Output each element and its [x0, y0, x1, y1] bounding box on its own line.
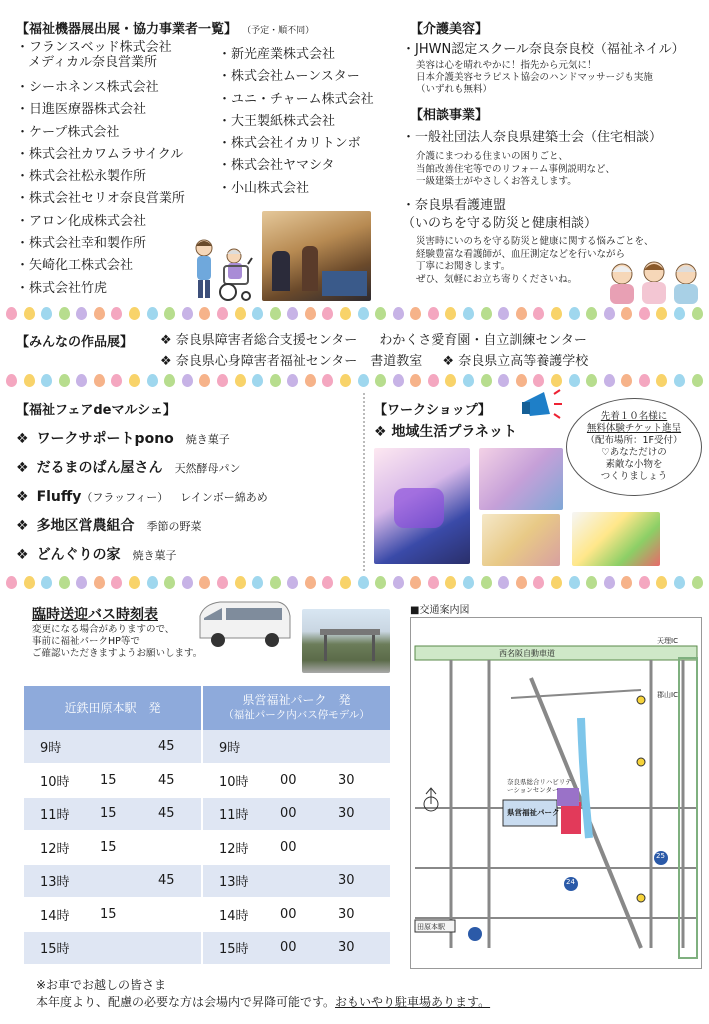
workshop-photo-resin — [482, 514, 560, 566]
decorative-dot — [393, 576, 404, 589]
decorative-dot — [164, 576, 175, 589]
decorative-dot — [217, 374, 228, 387]
timetable-minute: 30 — [322, 898, 390, 932]
consultation-line: 当館改善住宅等でのリフォーム事例説明など、 — [416, 163, 616, 175]
marche-item — [16, 454, 268, 483]
marche-vendor-name: どんぐりの家 — [36, 547, 121, 563]
timetable-header-park-2: （福祉パーク内バス停モデル） — [223, 709, 370, 721]
decorative-dot — [199, 307, 210, 320]
bus-description-line: ご確認いただきますようお願いします。 — [32, 648, 203, 659]
decorative-dot — [639, 374, 650, 387]
decorative-dot — [358, 576, 369, 589]
decorative-dot — [498, 374, 509, 387]
diamond-icon: ❖ — [16, 460, 29, 476]
marche-list — [16, 425, 268, 570]
diamond-icon: ❖ — [160, 354, 176, 369]
works-org-2: わかくさ愛育園・自立訓練センター — [379, 333, 587, 348]
decorative-dot — [24, 307, 35, 320]
works-row-2 — [160, 350, 588, 369]
marche-vendor-name: 多地区営農組合 — [36, 518, 135, 534]
timetable-minute: 45 — [142, 864, 202, 898]
timetable-hour-station: 9時 — [24, 730, 84, 764]
footer-parking-note: おもいやり駐車場あります。 — [335, 995, 491, 1009]
diamond-icon: ❖ — [16, 547, 29, 563]
decorative-dot — [252, 576, 263, 589]
timetable-hour-park: 9時 — [202, 730, 264, 764]
timetable-hour-park: 10時 — [202, 764, 264, 798]
timetable-minute — [142, 931, 202, 965]
decorative-dot — [481, 576, 492, 589]
decorative-dot — [59, 374, 70, 387]
timetable-hour-station: 12時 — [24, 831, 84, 865]
decorative-dot — [551, 576, 562, 589]
decorative-dot — [358, 374, 369, 387]
decorative-dot — [164, 374, 175, 387]
decorative-dot — [410, 576, 421, 589]
marche-item — [16, 425, 268, 454]
decorative-dot — [621, 374, 632, 387]
decorative-dot — [235, 307, 246, 320]
bubble-line: つくりましょう — [600, 471, 668, 482]
marche-item — [16, 512, 268, 541]
exhibitors-column-1 — [16, 40, 185, 300]
exhibitor-item: ・小山株式会社 — [218, 180, 310, 196]
exhibitor-item: ・株式会社カワムラサイクル — [16, 146, 184, 162]
decorative-dot — [516, 576, 527, 589]
exhibitor-item: ・株式会社ヤマシタ — [218, 158, 335, 174]
decorative-dot — [76, 307, 87, 320]
map-label-expressway: 西名阪自動車道 — [499, 649, 555, 658]
exhibitor-item: ・大王製紙株式会社 — [218, 113, 336, 129]
decorative-dot — [129, 374, 140, 387]
timetable-row — [24, 797, 390, 831]
decorative-dot — [270, 576, 281, 589]
decorative-dot — [287, 576, 298, 589]
decorative-dot — [674, 307, 685, 320]
decorative-dot — [94, 307, 105, 320]
timetable-row — [24, 931, 390, 965]
timetable-row — [24, 764, 390, 798]
bus-description-line: 事前に福祉パークHP等で — [32, 636, 140, 647]
nurses-illustration — [604, 256, 704, 304]
diamond-icon: ❖ — [160, 333, 176, 348]
decorative-dot — [428, 307, 439, 320]
decorative-dot — [498, 576, 509, 589]
exhibitor-item: ・ユニ・チャーム株式会社 — [218, 91, 374, 107]
footer-note: 本年度より、配慮の必要な方は会場内で昇降可能です。 — [36, 995, 336, 1009]
diamond-icon: ❖ — [442, 354, 459, 369]
exhibitor-item: ・新光産業株式会社 — [218, 47, 336, 62]
timetable-hour-station: 15時 — [24, 931, 84, 965]
exhibitor-item: ・アロン化成株式会社 — [16, 213, 147, 229]
consultation-item-nursing-sub: （いのちを守る防災と健康相談） — [402, 216, 598, 231]
decorative-dot — [375, 576, 386, 589]
decorative-dot — [569, 307, 580, 320]
timetable-minute — [322, 831, 390, 865]
marche-vendor-name: だるまのぱん屋さん — [36, 460, 163, 476]
decorative-dot — [674, 374, 685, 387]
decorative-dot — [322, 576, 333, 589]
bus-timetable — [24, 686, 390, 966]
decorative-dot — [252, 307, 263, 320]
timetable-hour-park: 14時 — [202, 898, 264, 932]
decorative-dot — [656, 307, 667, 320]
decorative-dot — [111, 374, 122, 387]
decorative-dot — [656, 374, 667, 387]
decorative-dot — [340, 576, 351, 589]
decorative-dot — [586, 307, 597, 320]
exhibitor-item: ・株式会社イカリトンボ — [218, 136, 361, 152]
exhibitor-item: ・株式会社セリオ奈良営業所 — [16, 191, 185, 207]
exhibitor-item: ・ケープ株式会社 — [16, 124, 120, 140]
decorative-dot — [305, 576, 316, 589]
marche-item — [16, 541, 268, 570]
decorative-dot — [481, 374, 492, 387]
decorative-dot — [639, 576, 650, 589]
bus-title: 臨時送迎バス時刻表 — [32, 607, 158, 623]
timetable-minute — [264, 864, 322, 898]
decorative-dot — [340, 374, 351, 387]
exhibitors-section — [16, 18, 314, 37]
bus-description-line: 変更になる場合がありますので、 — [32, 624, 175, 635]
works-title: 【みんなの作品展】 — [16, 335, 134, 350]
decorative-dot — [340, 307, 351, 320]
decorative-dot — [6, 307, 17, 320]
decorative-dot — [604, 576, 615, 589]
bus-stop-photo — [302, 609, 390, 673]
decorative-dot — [24, 374, 35, 387]
diamond-icon: ❖ — [16, 431, 29, 447]
timetable-minute: 45 — [142, 797, 202, 831]
exhibitor-item: ・株式会社ムーンスター — [218, 69, 360, 85]
timetable-hour-station: 11時 — [24, 797, 84, 831]
care-beauty-title: 【介護美容】 — [410, 22, 489, 37]
decorative-dot — [41, 307, 52, 320]
exhibitor-item: ・株式会社竹虎 — [16, 280, 108, 296]
timetable-row — [24, 864, 390, 898]
map-label-park: 県営福祉パーク — [507, 808, 560, 817]
decorative-dot — [692, 576, 703, 589]
decorative-dot — [111, 576, 122, 589]
decorative-dots-row-3 — [0, 576, 709, 590]
timetable-minute: 00 — [264, 898, 322, 932]
bubble-line: （配布場所：1F受付） — [585, 435, 683, 446]
decorative-dot — [305, 374, 316, 387]
timetable-minute: 45 — [142, 730, 202, 764]
decorative-dot — [235, 374, 246, 387]
decorative-dots-row-2 — [0, 374, 709, 388]
decorative-dot — [6, 374, 17, 387]
decorative-dot — [621, 576, 632, 589]
bubble-line: ♡あなただけの — [601, 447, 667, 458]
exhibitor-item: ・株式会社幸和製作所 — [16, 236, 147, 252]
timetable-hour-station: 14時 — [24, 898, 84, 932]
decorative-dot — [147, 374, 158, 387]
decorative-dot — [59, 576, 70, 589]
exhibitor-item: ・矢崎化工株式会社 — [16, 258, 134, 274]
timetable-row — [24, 831, 390, 865]
decorative-dot — [551, 307, 562, 320]
bubble-line: 素敵な小物を — [605, 459, 663, 470]
decorative-dot — [199, 374, 210, 387]
timetable-hour-park: 11時 — [202, 797, 264, 831]
consultation-architects-description — [416, 151, 615, 189]
decorative-dot — [428, 576, 439, 589]
map-label-center: 奈良県総合リハビリテーションセンター — [507, 778, 572, 794]
consultation-line: ぜひ、気軽にお立ち寄りくださいね。 — [416, 273, 578, 285]
decorative-dot — [463, 307, 474, 320]
decorative-dot — [445, 307, 456, 320]
decorative-dot — [604, 307, 615, 320]
decorative-dot — [375, 307, 386, 320]
decorative-dot — [76, 374, 87, 387]
care-beauty-item: ・JHWN認定スクール奈良奈良校（福祉ネイル） — [402, 42, 685, 57]
works-org-3: 奈良県心身障害者福祉センター 書道教室 — [175, 354, 423, 369]
footer-line-2 — [36, 993, 490, 1010]
decorative-dot — [463, 576, 474, 589]
consultation-line: 丁寧にお聞きします。 — [416, 261, 511, 272]
marche-vendor-reading: （フラッフィー） — [81, 491, 169, 504]
bubble-line: 無料体験チケット進呈 — [586, 423, 682, 434]
timetable-minute: 00 — [264, 797, 322, 831]
workshop-bubble — [566, 398, 702, 496]
marche-product: 季節の野菜 — [146, 520, 202, 533]
decorative-dot — [604, 374, 615, 387]
workshop-photo-keychain-2 — [479, 448, 563, 510]
care-beauty-line: 美容は心を晴れやかに！指先から元気に！ — [416, 60, 597, 71]
decorative-dot — [586, 576, 597, 589]
decorative-dot — [445, 374, 456, 387]
decorative-dot — [111, 307, 122, 320]
decorative-dot — [322, 307, 333, 320]
decorative-dot — [182, 374, 193, 387]
workshop-item-label: 地域生活プラネット — [391, 424, 518, 440]
decorative-dot — [217, 307, 228, 320]
footer-line-1: ※お車でお越しの皆さま — [36, 978, 167, 992]
timetable-minute: 15 — [84, 797, 142, 831]
bubble-line: 先着１０名様に — [600, 411, 668, 422]
timetable-header-park-1: 県営福祉パーク 発 — [242, 693, 351, 707]
workshop-title: 【ワークショップ】 — [374, 403, 491, 418]
timetable-hour-station: 10時 — [24, 764, 84, 798]
timetable-minute — [84, 730, 142, 764]
consultation-line: 災害時にいのちを守る防災と健康に関する悩みごとを、 — [416, 236, 654, 247]
diamond-icon: ❖ — [374, 424, 392, 440]
timetable-minute: 30 — [322, 931, 390, 965]
section-divider — [363, 393, 365, 571]
decorative-dot — [358, 307, 369, 320]
decorative-dot — [24, 576, 35, 589]
timetable-minute — [84, 931, 142, 965]
decorative-dot — [533, 374, 544, 387]
exhibitors-title: 【福祉機器展出展・協力事業者一覧】 — [16, 22, 238, 37]
decorative-dot — [287, 307, 298, 320]
bus-illustration — [196, 598, 292, 650]
marche-product: レインボー綿あめ — [180, 491, 268, 504]
marche-vendor-name: Fluffy — [36, 489, 82, 505]
exhibitor-item: ・株式会社松永製作所 — [16, 169, 147, 185]
exhibitors-note: （予定・順不同） — [242, 26, 315, 36]
works-org-1: 奈良県障害者総合支援センター — [175, 333, 358, 348]
decorative-dot — [164, 307, 175, 320]
consultation-line: 一級建築士がやさしくお答えします。 — [416, 176, 577, 187]
decorative-dot — [6, 576, 17, 589]
decorative-dot — [481, 307, 492, 320]
timetable-minute: 00 — [264, 831, 322, 865]
marche-title: 【福祉フェアdeマルシェ】 — [16, 403, 176, 418]
decorative-dot — [270, 374, 281, 387]
marche-product: 焼き菓子 — [185, 433, 230, 446]
care-beauty-line: （いずれも無料） — [416, 84, 493, 95]
decorative-dots-row-1 — [0, 307, 709, 321]
decorative-dot — [656, 576, 667, 589]
decorative-dot — [463, 374, 474, 387]
exhibition-photo — [262, 211, 371, 301]
timetable-minute: 30 — [322, 864, 390, 898]
decorative-dot — [270, 307, 281, 320]
timetable-minute — [142, 898, 202, 932]
timetable-hour-park: 15時 — [202, 931, 264, 965]
timetable-minute: 00 — [264, 764, 322, 798]
decorative-dot — [305, 307, 316, 320]
timetable-minute — [84, 864, 142, 898]
works-row-1 — [160, 329, 587, 348]
decorative-dot — [129, 307, 140, 320]
decorative-dot — [287, 374, 298, 387]
map-label-koriyama-ic: 郡山IC — [657, 691, 678, 699]
decorative-dot — [252, 374, 263, 387]
consultation-item-nursing: ・奈良県看護連盟 — [402, 198, 507, 213]
timetable-minute: 30 — [322, 764, 390, 798]
decorative-dot — [41, 374, 52, 387]
marche-product: 天然酵母パン — [174, 462, 241, 475]
decorative-dot — [639, 307, 650, 320]
timetable-minute: 15 — [84, 898, 142, 932]
timetable-minute — [264, 730, 322, 764]
elderly-wheelchair-illustration — [190, 236, 260, 304]
map-label-route-25: 25 — [656, 852, 665, 860]
timetable-minute: 45 — [142, 764, 202, 798]
decorative-dot — [410, 374, 421, 387]
decorative-dot — [41, 576, 52, 589]
timetable-minute — [142, 831, 202, 865]
works-org-4: 奈良県立高等養護学校 — [458, 354, 589, 369]
timetable-minute: 30 — [322, 797, 390, 831]
marche-product: 焼き菓子 — [132, 549, 177, 562]
decorative-dot — [692, 307, 703, 320]
exhibitor-item: ・フランスベッド株式会社 — [16, 40, 172, 55]
exhibitor-item: ・日進医療器株式会社 — [16, 102, 147, 118]
decorative-dot — [393, 374, 404, 387]
map-title: ■交通案内図 — [410, 605, 470, 616]
timetable-minute: 15 — [84, 764, 142, 798]
exhibitors-column-2 — [218, 44, 374, 200]
decorative-dot — [59, 307, 70, 320]
decorative-dot — [322, 374, 333, 387]
timetable-hour-park: 12時 — [202, 831, 264, 865]
marche-item — [16, 483, 268, 512]
decorative-dot — [94, 576, 105, 589]
decorative-dot — [569, 576, 580, 589]
timetable-header-park — [202, 686, 390, 730]
bus-description — [32, 624, 202, 660]
timetable-row — [24, 898, 390, 932]
decorative-dot — [516, 374, 527, 387]
workshop-photo-candy — [572, 512, 660, 566]
decorative-dot — [147, 576, 158, 589]
decorative-dot — [692, 374, 703, 387]
timetable-hour-station: 13時 — [24, 864, 84, 898]
decorative-dot — [76, 576, 87, 589]
consultation-title: 【相談事業】 — [410, 108, 489, 123]
decorative-dot — [182, 307, 193, 320]
consultation-line: 介護にまつわる住まいの困りごと、 — [416, 151, 569, 162]
timetable-minute — [322, 730, 390, 764]
decorative-dot — [94, 374, 105, 387]
decorative-dot — [551, 374, 562, 387]
care-beauty-description — [416, 60, 653, 96]
consultation-item-architects: ・一般社団法人奈良県建築士会（住宅相談） — [402, 130, 663, 145]
decorative-dot — [516, 307, 527, 320]
decorative-dot — [428, 374, 439, 387]
exhibitor-item: メディカル奈良営業所 — [28, 55, 157, 70]
timetable-hour-park: 13時 — [202, 864, 264, 898]
workshop-photo-keychain-1 — [374, 448, 470, 564]
timetable-minute: 15 — [84, 831, 142, 865]
decorative-dot — [182, 576, 193, 589]
decorative-dot — [445, 576, 456, 589]
map-label-route-24: 24 — [566, 878, 575, 886]
map-label-station: 田原本駅 — [417, 923, 445, 931]
consultation-line: 経験豊富な看護師が、血圧測定などを行いながら — [416, 248, 626, 260]
decorative-dot — [217, 576, 228, 589]
decorative-dot — [375, 374, 386, 387]
access-map — [410, 617, 702, 969]
decorative-dot — [235, 576, 246, 589]
decorative-dot — [199, 576, 210, 589]
decorative-dot — [674, 576, 685, 589]
workshop-item — [374, 421, 517, 441]
megaphone-icon — [520, 388, 564, 424]
diamond-icon: ❖ — [16, 489, 29, 505]
timetable-header-tawaramoto: 近鉄田原本駅 発 — [24, 686, 202, 730]
decorative-dot — [569, 374, 580, 387]
decorative-dot — [498, 307, 509, 320]
map-label-tenri-ic: 天理IC — [657, 637, 678, 645]
care-beauty-line: 日本介護美容セラピスト協会のハンドマッサージも実施 — [416, 72, 653, 83]
diamond-icon: ❖ — [16, 518, 29, 534]
decorative-dot — [533, 576, 544, 589]
decorative-dot — [533, 307, 544, 320]
decorative-dot — [147, 307, 158, 320]
marche-vendor-name: ワークサポートpono — [36, 431, 174, 447]
exhibitor-item: ・シーホネンス株式会社 — [16, 80, 159, 95]
decorative-dot — [129, 576, 140, 589]
decorative-dot — [393, 307, 404, 320]
timetable-row — [24, 730, 390, 764]
decorative-dot — [410, 307, 421, 320]
decorative-dot — [621, 307, 632, 320]
timetable-minute: 00 — [264, 931, 322, 965]
decorative-dot — [586, 374, 597, 387]
